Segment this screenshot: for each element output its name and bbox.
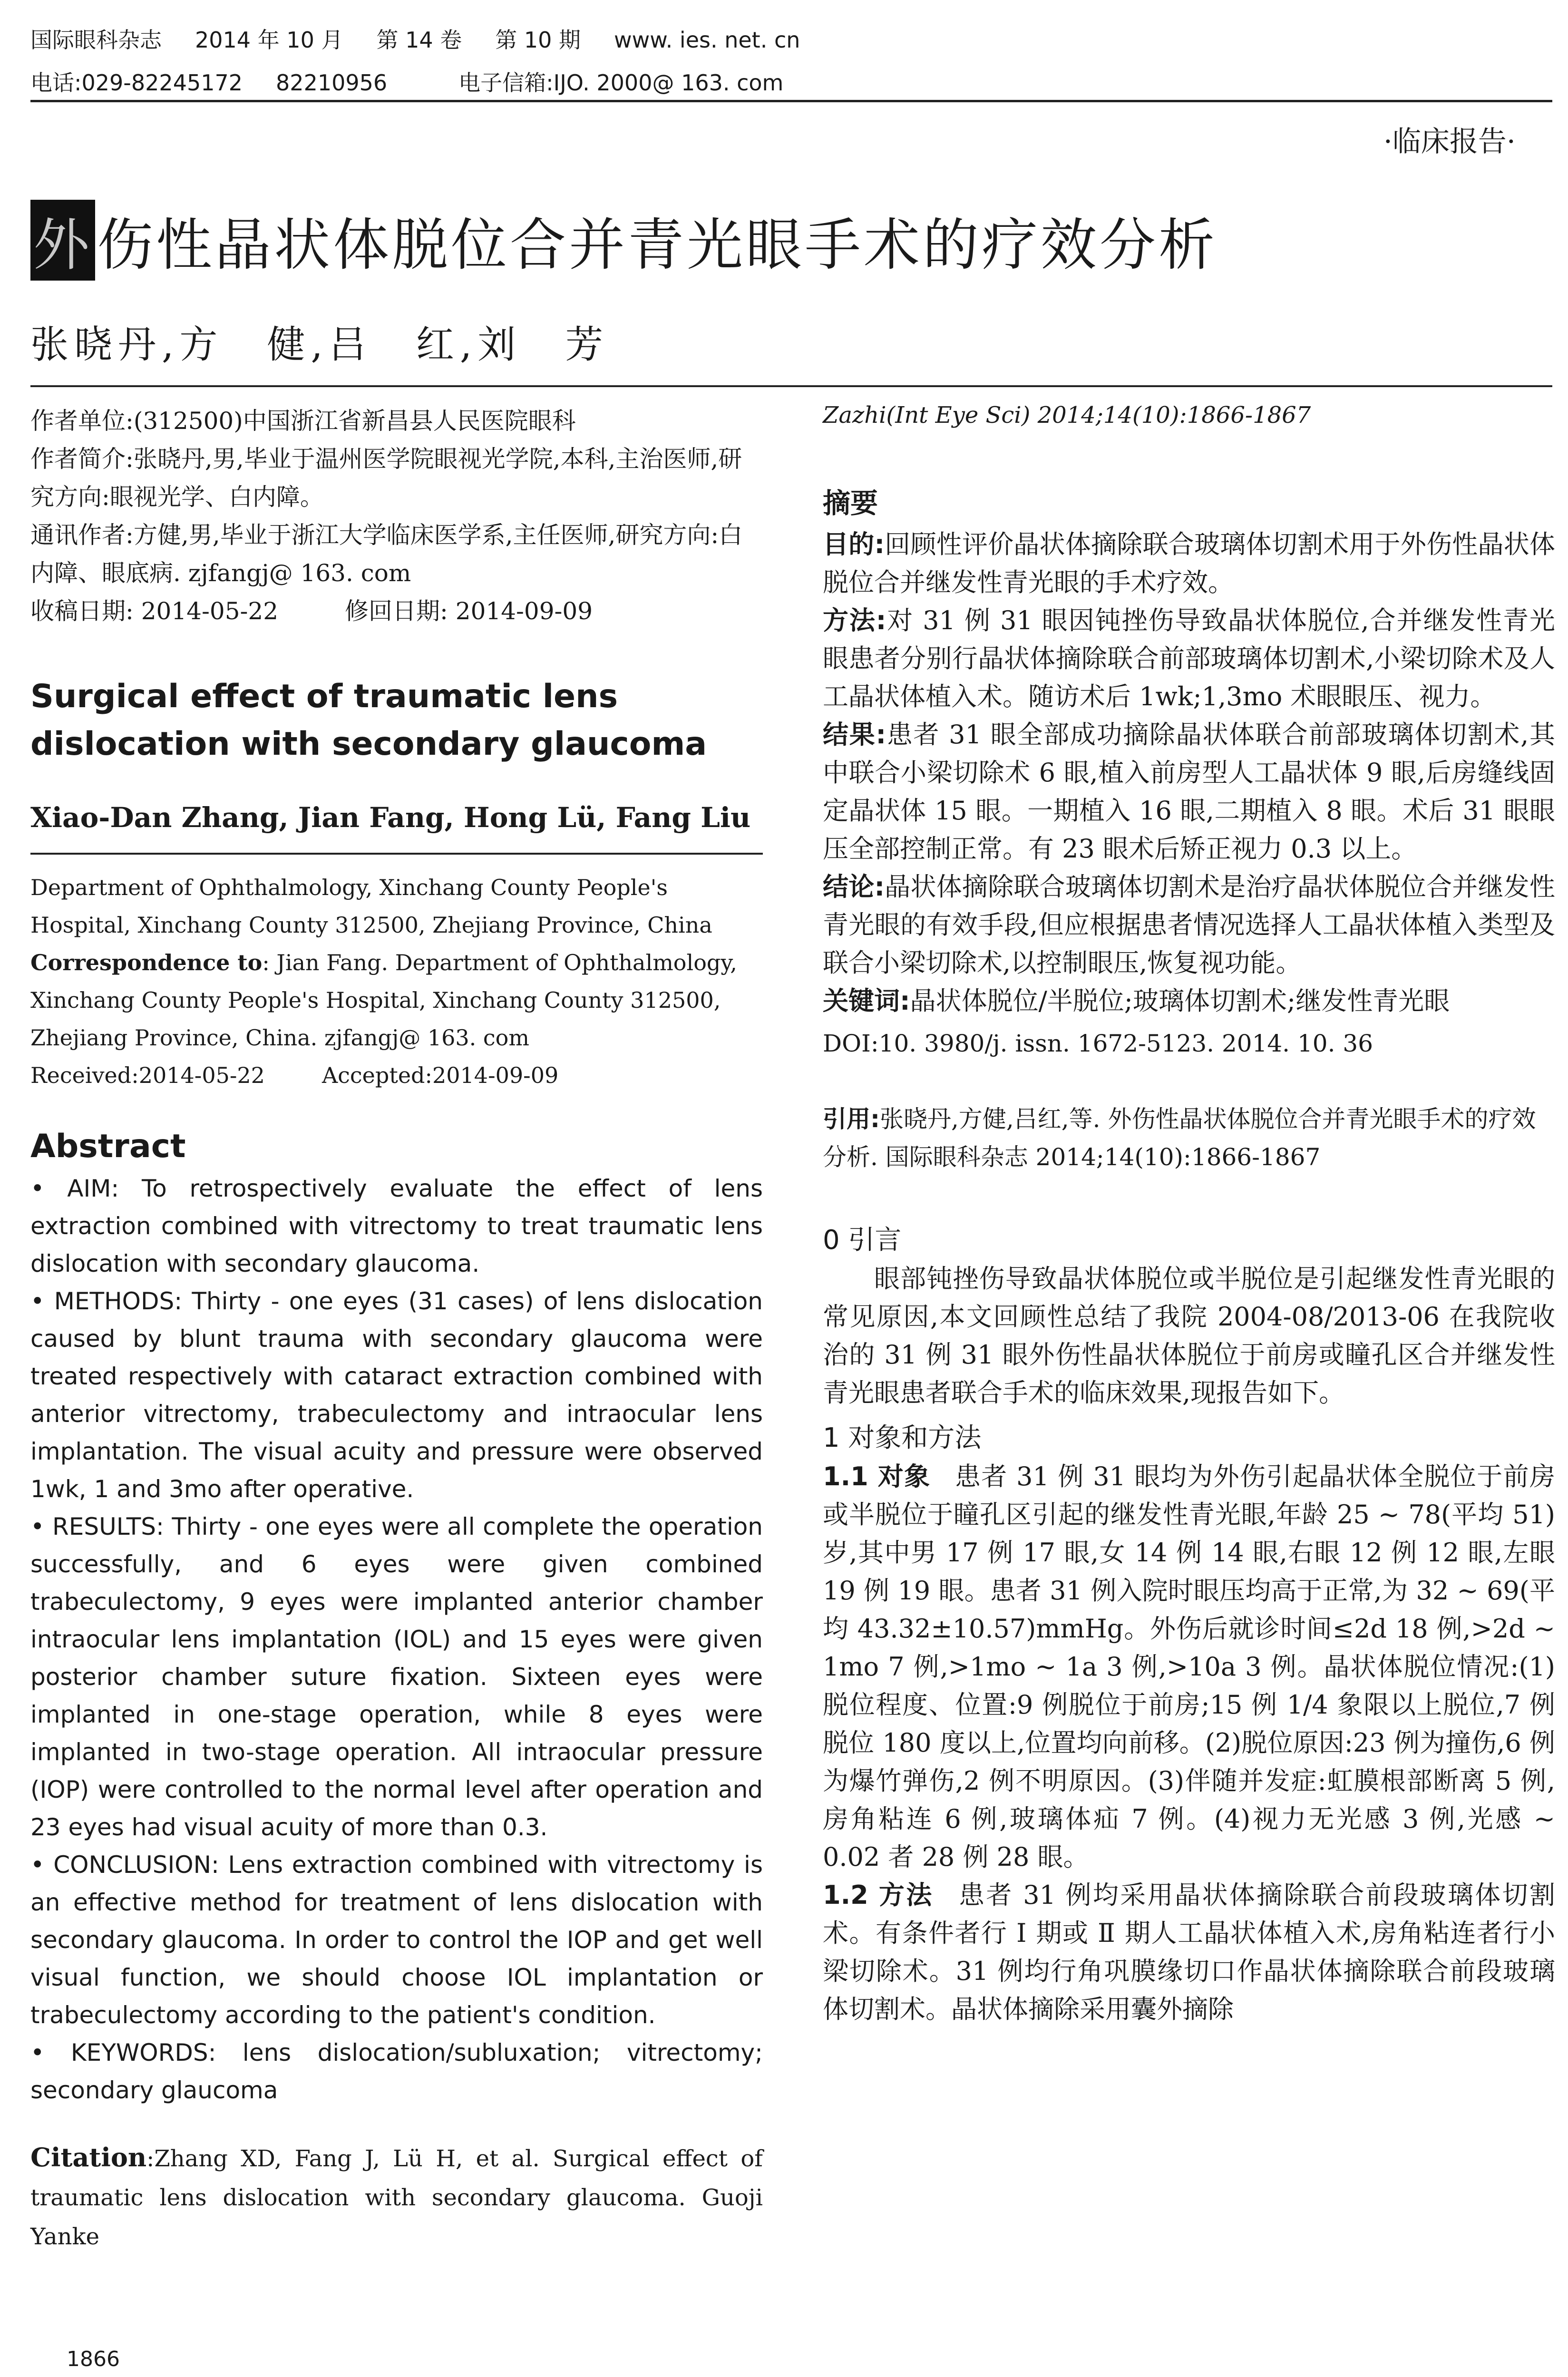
cn-citation-text: 张晓丹,方健,吕红,等. 外伤性晶状体脱位合并青光眼手术的疗效分析. 国际眼科杂志 2014;14(10):1866-1867 bbox=[823, 1105, 1536, 1171]
english-authors: Xiao-Dan Zhang, Jian Fang, Hong Lü, Fang Liu bbox=[30, 801, 751, 834]
cn-aim-text: 回顾性评价晶状体摘除联合玻璃体切割术用于外伤性晶状体脱位合并继发性青光眼的手术疗效。 bbox=[823, 529, 1555, 597]
page-number: 1866 bbox=[67, 2347, 120, 2371]
abstract-results: • RESULTS: Thirty - one eyes were all complete the operation successfully, and 6 eyes were given combined trabeculectomy, 9 eyes were implanted anterior chamber intraocular lens implantation (IOL) and 15 eyes were given posterior chamber suture fixation. Sixteen eyes were implanted in one-stage operation, while 8 eyes were implanted in two-stage operation. All intraocular pressure (IOP) were controlled to the normal level after operation and 23 eyes had visual acuity of more than 0.3. bbox=[30, 1513, 763, 1841]
journal-header-line1 bbox=[30, 23, 833, 54]
cn-conclusion-text: 晶状体摘除联合玻璃体切割术是治疗晶状体脱位合并继发性青光眼的有效手段,但应根据患者情况选择人工晶状体植入类型及联合小梁切除术,以控制眼压,恢复视功能。 bbox=[823, 872, 1555, 978]
cn-results-text: 患者 31 眼全部成功摘除晶状体联合前部玻璃体切割术,其中联合小梁切除术 6 眼,植入前房型人工晶状体 9 眼,后房缝线固定晶状体 15 眼。一期植入 16 眼,二期植入 8 眼。术后 31 眼眼压全部控制正常。有 23 眼术后矫正视力 0.3 以上。 bbox=[823, 720, 1555, 864]
introduction-paragraph: 眼部钝挫伤导致晶状体脱位或半脱位是引起继发性青光眼的常见原因,本文回顾性总结了我院 2004-08/2013-06 在我院收治的 31 例 31 眼外伤性晶状体脱位于前房或瞳孔区合并继发性青光眼患者联合手术的临床效果,现报告如下。 bbox=[823, 1264, 1555, 1408]
doi-link[interactable]: DOI:10. 3980/j. issn. 1672-5123. 2014. 10. 36 bbox=[823, 1030, 1373, 1057]
english-accepted: Accepted:2014-09-09 bbox=[321, 1062, 559, 1088]
cn-keywords-text: 晶状体脱位/半脱位;玻璃体切割术;继发性青光眼 bbox=[910, 986, 1450, 1016]
received-date: 收稿日期: 2014-05-22 bbox=[30, 597, 279, 625]
correspondence-label: Correspondence to bbox=[30, 950, 263, 975]
subjects-text: 患者 31 例 31 眼均为外伤引起晶状体全脱位于前房或半脱位于瞳孔区引起的继发性青光眼,年龄 25 ~ 78(平均 51)岁,其中男 17 例 17 眼,女 14 例 14 眼,右眼 12 例 12 眼,左眼 19 例 19 眼。患者 31 例入院时眼压均高于正常,为 32 ~ 69(平均 43.32±10.57)mmHg。外伤后就诊时间≤2d 18 例,>2d ~ 1mo 7 例,>1mo ~ 1a 3 例,>10a 3 例。晶状体脱位情况:(1)脱位程度、位置:9 例脱位于前房;15 例 1/4 象限以上脱位,7 例脱位 180 度以上,位置均向前移。(2)脱位原因:23 例为撞伤,6 例为爆竹弹伤,2 例不明原因。(3)伴随并发症:虹膜根部断离 5 例,房角粘连 6 例,玻璃体疝 7 例。(4)视力无光感 3 例,光感 ~ 0.02 者 28 例 28 眼。 bbox=[823, 1461, 1555, 1872]
correspondence bbox=[30, 944, 763, 1057]
subjects-label: 1.1 对象 bbox=[823, 1461, 931, 1491]
citation-label: Citation bbox=[30, 2142, 147, 2172]
english-title: Surgical effect of traumatic lens dislocation with secondary glaucoma bbox=[30, 678, 707, 763]
author-meta bbox=[30, 402, 763, 630]
section-label: ·临床报告· bbox=[1383, 125, 1516, 158]
issue-date: 2014 年 10 月 bbox=[195, 27, 343, 53]
authors-divider bbox=[30, 853, 763, 855]
section-methods-heading: 1 对象和方法 bbox=[823, 1422, 982, 1453]
corresponding-author: 通讯作者:方健,男,毕业于浙江大学临床医学系,主任医师,研究方向:白内障、眼底病. zjfangj@ 163. com bbox=[30, 521, 743, 587]
issue-number: 第 10 期 bbox=[495, 27, 581, 53]
title-dropcap: 外 bbox=[30, 200, 95, 281]
right-column bbox=[823, 402, 1555, 2028]
cn-results-label: 结果: bbox=[823, 720, 886, 750]
page-title bbox=[30, 200, 1217, 281]
citation-text: :Zhang XD, Fang J, Lü H, et al. Surgical effect of traumatic lens dislocation with secondary glaucoma. Guoji Yanke bbox=[30, 2145, 763, 2250]
author-unit: 作者单位:(312500)中国浙江省新昌县人民医院眼科 bbox=[30, 407, 576, 435]
section-introduction-heading: 0 引言 bbox=[823, 1225, 902, 1256]
phone: 电话:029-82245172 bbox=[30, 70, 243, 96]
abstract-keywords: • KEYWORDS: lens dislocation/subluxation; vitrectomy; secondary glaucoma bbox=[30, 2039, 763, 2104]
correspondence-text: : Jian Fang. Department of Ophthalmology, Xinchang County People's Hospital, Xinchang County 312500, Zhejiang Province, China. zjfangj@ 163. com bbox=[30, 950, 737, 1051]
citation bbox=[30, 2138, 763, 2256]
header-divider bbox=[30, 100, 1552, 102]
journal-header-line2 bbox=[30, 66, 817, 97]
cn-methods bbox=[823, 602, 1555, 716]
cn-keywords bbox=[823, 982, 1555, 1020]
phone-2: 82210956 bbox=[276, 70, 388, 96]
abstract-heading: Abstract bbox=[30, 1128, 186, 1165]
abstract-conclusion: • CONCLUSION: Lens extraction combined with vitrectomy is an effective method for treatment of lens dislocation with secondary glaucoma. In order to control the IOP and get well visual function, we should choose IOL implantation or trabeculectomy according to the patient's condition. bbox=[30, 1851, 763, 2029]
english-received: Received:2014-05-22 bbox=[30, 1062, 265, 1088]
email-link[interactable]: 电子信箱:IJO. 2000@ 163. com bbox=[458, 70, 784, 96]
cn-aim-label: 目的: bbox=[823, 529, 885, 559]
department: Department of Ophthalmology, Xinchang County People's Hospital, Xinchang County 312500, Zhejiang Province, China bbox=[30, 875, 712, 938]
cn-results bbox=[823, 716, 1555, 868]
cn-citation bbox=[823, 1100, 1555, 1176]
abstract-aim: • AIM: To retrospectively evaluate the effect of lens extraction combined with vitrectomy to treat traumatic lens dislocation with secondary glaucoma. bbox=[30, 1175, 763, 1277]
english-dates bbox=[30, 1057, 763, 1094]
cn-conclusion bbox=[823, 868, 1555, 982]
volume: 第 14 卷 bbox=[376, 27, 462, 53]
english-affiliation bbox=[30, 869, 763, 1094]
journal-name: 国际眼科杂志 bbox=[30, 27, 162, 53]
abstract-methods: • METHODS: Thirty - one eyes (31 cases) of lens dislocation caused by blunt trauma with secondary glaucoma were treated respectively with cataract extraction combined with anterior vitrectomy, trabeculectomy and intraocular lens implantation. The visual acuity and pressure were observed 1wk, 1 and 3mo after operative. bbox=[30, 1287, 763, 1503]
title-rest: 伤性晶状体脱位合并青光眼手术的疗效分析 bbox=[97, 212, 1218, 278]
citation-continued: Zazhi(Int Eye Sci) 2014;14(10):1866-1867 bbox=[823, 402, 1311, 429]
title-divider bbox=[30, 385, 1552, 387]
left-column bbox=[30, 402, 763, 2256]
author-bio: 作者简介:张晓丹,男,毕业于温州医学院眼视光学院,本科,主治医师,研究方向:眼视光学、白内障。 bbox=[30, 445, 742, 511]
methods-paragraph bbox=[823, 1876, 1555, 2028]
cn-methods-text: 对 31 例 31 眼因钝挫伤导致晶状体脱位,合并继发性青光眼患者分别行晶状体摘除联合前部玻璃体切割术,小梁切除术及人工晶状体植入术。随访术后 1wk;1,3mo 术眼眼压、视力。 bbox=[823, 605, 1555, 711]
dates bbox=[30, 592, 763, 630]
cn-abstract-heading: 摘要 bbox=[823, 487, 878, 519]
cn-aim bbox=[823, 526, 1555, 602]
cn-conclusion-label: 结论: bbox=[823, 872, 885, 902]
revised-date: 修回日期: 2014-09-09 bbox=[345, 597, 593, 625]
cn-keywords-label: 关键词: bbox=[823, 986, 910, 1016]
authors-cn: 张晓丹,方 健,吕 红,刘 芳 bbox=[30, 322, 609, 367]
methods-label: 1.2 方法 bbox=[823, 1880, 934, 1910]
cn-methods-label: 方法: bbox=[823, 605, 886, 635]
website-link[interactable]: www. ies. net. cn bbox=[614, 27, 800, 53]
subjects-paragraph bbox=[823, 1458, 1555, 1876]
methods-text: 患者 31 例均采用晶状体摘除联合前段玻璃体切割术。有条件者行 Ⅰ 期或 Ⅱ 期人工晶状体植入术,房角粘连者行小梁切除术。31 例均行角巩膜缘切口作晶状体摘除联合前段玻璃体切割术。晶状体摘除采用囊外摘除 bbox=[823, 1880, 1555, 2024]
cn-citation-label: 引用: bbox=[823, 1105, 880, 1133]
